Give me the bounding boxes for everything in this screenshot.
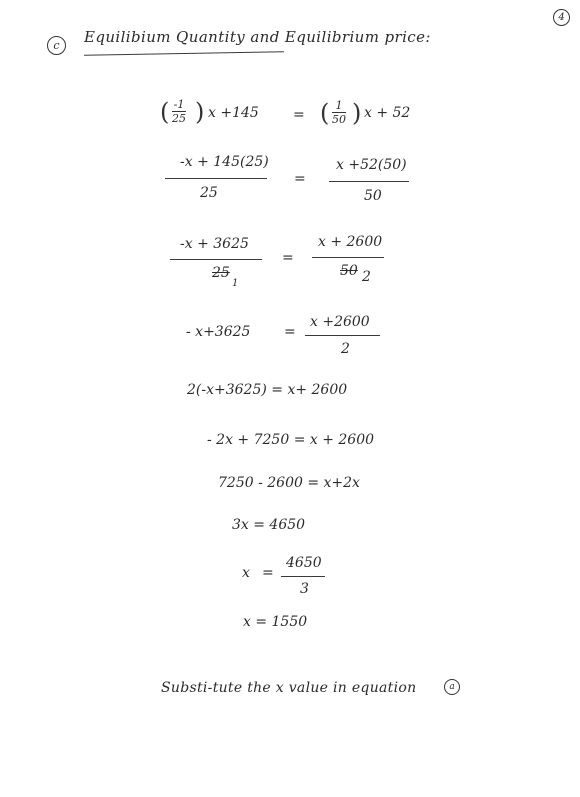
step3-lhs-bar (170, 259, 262, 260)
step1-rhs-num: 1 (335, 99, 343, 112)
step-8: 3x = 4650 (232, 517, 306, 533)
page-number-badge (553, 9, 570, 26)
equation-ref-label: a (449, 682, 455, 692)
step3-lhs-den: 25 (212, 265, 230, 281)
step1-lhs-num: -1 (173, 98, 185, 111)
step1-lhs-den: 25 (172, 112, 186, 125)
step2-rhs-bar (329, 181, 409, 182)
step4-rhs-bar (305, 335, 380, 336)
step9-lhs: x (242, 565, 250, 581)
step3-lhs-cancel: 1 (232, 278, 239, 289)
equation-ref-badge (444, 679, 460, 695)
step-10: x = 1550 (243, 614, 308, 630)
part-label: c (53, 39, 60, 52)
step2-eq: = (294, 171, 306, 187)
step1-rhs-rest: x + 52 (364, 105, 411, 121)
step1-rhs-fraction (332, 100, 346, 125)
step2-rhs-den: 50 (364, 188, 382, 204)
step9-den: 3 (300, 581, 309, 597)
step4-rhs-num: x +2600 (310, 314, 370, 330)
paren-open: ( (320, 99, 330, 127)
step-5: 2(-x+3625) = x+ 2600 (187, 382, 348, 398)
step3-rhs-num: x + 2600 (318, 234, 383, 250)
step2-lhs-bar (165, 178, 267, 179)
heading: Equilibium Quantity and Equilibrium price: (84, 28, 431, 46)
step4-eq: = (284, 324, 296, 340)
step9-bar (281, 576, 325, 577)
step3-rhs-den: 50 (340, 263, 358, 279)
page-number: 4 (558, 12, 565, 23)
step-6: - 2x + 7250 = x + 2600 (207, 432, 375, 448)
paren-close: ) (195, 98, 205, 126)
step3-eq: = (282, 250, 294, 266)
paren-close: ) (352, 99, 362, 127)
step3-rhs-cancel: 2 (362, 269, 371, 285)
paren-open: ( (160, 98, 170, 126)
step-7: 7250 - 2600 = x+2x (218, 475, 360, 491)
step3-lhs-num: -x + 3625 (180, 236, 249, 252)
step2-rhs-num: x +52(50) (336, 157, 407, 173)
step9-num: 4650 (286, 555, 322, 571)
step4-rhs-den: 2 (341, 341, 350, 357)
step1-rhs-den: 50 (332, 113, 346, 126)
footer-text: Substi-tute the x value in equation (161, 680, 417, 696)
step3-rhs-bar (312, 257, 384, 258)
step9-eq: = (262, 565, 274, 581)
step1-eq: = (293, 107, 305, 123)
part-label-badge (47, 36, 66, 55)
step4-lhs: - x+3625 (186, 324, 251, 340)
heading-underline (84, 51, 284, 55)
step1-lhs-fraction (172, 99, 186, 124)
step2-lhs-num: -x + 145(25) (180, 154, 269, 170)
step1-lhs-rest: x +145 (208, 105, 259, 121)
step2-lhs-den: 25 (200, 185, 218, 201)
